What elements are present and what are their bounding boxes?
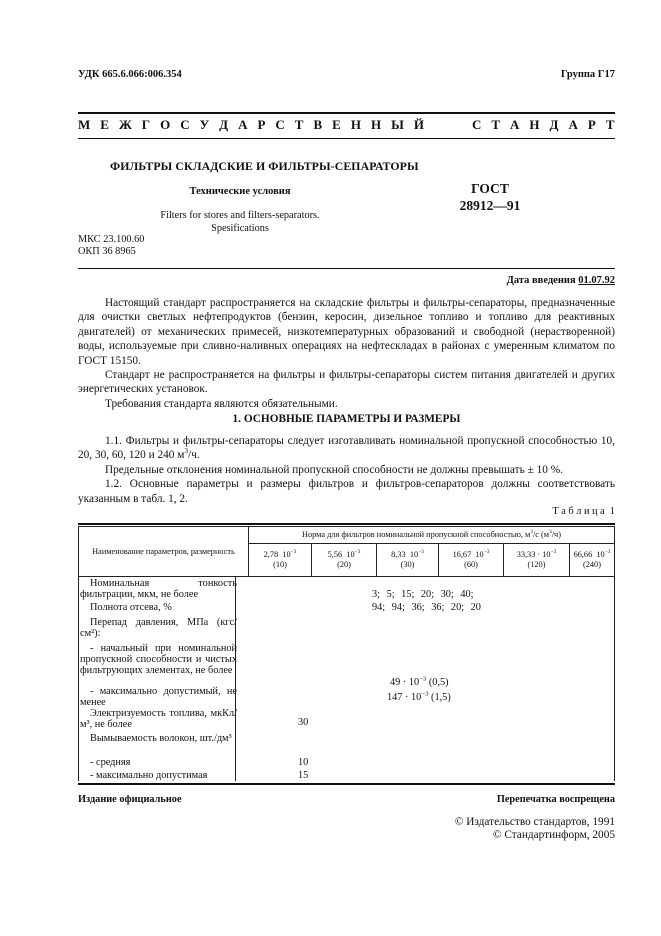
gost-number: 28912—91 <box>459 198 521 213</box>
column-header: $33,33 \cdot 10^{-3}$ (120) <box>504 544 570 577</box>
intro-date-value: 01.07.92 <box>578 275 615 286</box>
column-header: 16,67 $10^{-3}$ (60) <box>439 544 504 577</box>
section-text <box>78 434 615 506</box>
row-value: 3; 5; 15; 20; 30; 40; <box>372 589 474 600</box>
paragraph-1-2: 1.2. Основные параметры и размеры фильтров и фильтров-сепараторов должны соответствовать указанным в табл. 1, 2. <box>78 478 615 505</box>
table-left-border <box>78 577 79 781</box>
row-name: - средняя <box>90 757 131 768</box>
row-value: $49 \cdot 10^{-3}$ (0,5) <box>390 675 449 688</box>
copyright-standartinform: © Стандартинформ, 2005 <box>492 829 615 841</box>
row-name: Электризуемость топлива, мкКл/м³, не более <box>80 708 237 730</box>
row-name: Вымываемость волокон, шт./дм³ <box>90 733 232 744</box>
paragraph-exclusion: Стандарт не распространяется на фильтры и фильтры-сепараторы систем питания двигателей и других энергетических установок. <box>78 369 615 396</box>
footer-rule <box>78 783 615 785</box>
english-subtitle: Spesifications <box>211 223 269 234</box>
mks-code: МКС 23.100.60 <box>78 234 145 245</box>
paragraph-1-1-tolerance: Предельные отклонения номинальной пропускной способности не должны превышать ± 10 %. <box>105 463 563 476</box>
row-value: 10 <box>298 757 309 768</box>
top-rule <box>78 112 615 114</box>
udk-code: УДК 665.6.066:006.354 <box>78 69 182 80</box>
reprint-notice: Перепечатка воспрещена <box>496 794 615 805</box>
column-header: 66,66 $10^{-3}$ (240) <box>570 544 615 577</box>
table-header-name: Наименование параметров, размерность <box>79 527 249 577</box>
row-value: 94; 94; 36; 36; 20; 20 <box>372 602 481 613</box>
table-top-rule <box>78 523 615 525</box>
gost-label: ГОСТ <box>471 181 509 196</box>
row-value: $147 \cdot 10^{-3}$ (1,5) <box>387 690 451 703</box>
title-rule <box>78 268 615 269</box>
row-name: Перепад давления, МПа (кгс/см²): <box>80 617 237 639</box>
paragraph-1-1: 1.1. Фильтры и фильтры-сепараторы следует изготавливать номинальной пропускной способностью 10, 20, 30, 60, 120 и 240 $м^3/ч$. <box>78 435 615 462</box>
row-value: 15 <box>298 770 309 781</box>
table-right-border <box>614 577 615 781</box>
table-header-norm: Норма для фильтров номинальной пропускной способностью, $м^3/с$ $(м^3/ч)$ <box>249 527 615 544</box>
banner-rule <box>78 138 615 139</box>
okp-code: ОКП 36 8965 <box>78 246 136 257</box>
document-subtitle: Технические условия <box>189 186 291 197</box>
intro-text <box>78 296 615 411</box>
row-name: - максимально допустимый, не менее <box>80 686 237 708</box>
row-name: - максимально допустимая <box>90 770 208 781</box>
official-edition: Издание официальное <box>78 794 182 805</box>
paragraph-mandatory: Требования стандарта являются обязательными. <box>105 397 338 410</box>
column-header: 2,78 $10^{-3}$ (10) <box>249 544 312 577</box>
copyright-standards: © Издательство стандартов, 1991 <box>454 816 615 828</box>
intro-date <box>400 275 615 286</box>
group-code: Группа Г17 <box>560 69 615 80</box>
column-header: 5,56 $10^{-3}$ (20) <box>312 544 377 577</box>
row-name: Полнота отсева, % <box>90 602 172 613</box>
row-value: 30 <box>298 717 309 728</box>
intro-date-label: Дата введения <box>506 275 576 286</box>
english-title: Filters for stores and filters-separators. <box>160 210 320 221</box>
row-name: Номинальная тонкость фильтрации, мкм, не более <box>80 578 237 600</box>
column-header: 8,33 $10^{-3}$ (30) <box>377 544 439 577</box>
table-caption: Т а б л и ц а 1 <box>552 506 615 517</box>
row-name: - начальный при номинальной пропускной способности и чистых фильтрующих элементах, не более <box>80 643 237 676</box>
document-title: ФИЛЬТРЫ СКЛАДСКИЕ И ФИЛЬТРЫ-СЕПАРАТОРЫ <box>110 159 419 173</box>
paragraph-scope: Настоящий стандарт распространяется на складские фильтры и фильтры-сепараторы, предназначенные для очистки светлых нефтепродуктов (бензин, керосин, дизельное топливо и топливо для реактивных двигателей) от механических примесей, низкотемпературных образований и свободной (нерастворенной) воды, используемые при сливно-наливных операциях на нефтескладах в районах с умеренным климатом по ГОСТ 15150. <box>78 297 615 367</box>
standard-banner: М Е Ж Г О С У Д А Р С Т В Е Н Н Ы Й С Т А Н Д А Р Т <box>78 117 615 132</box>
section-heading: 1. ОСНОВНЫЕ ПАРАМЕТРЫ И РАЗМЕРЫ <box>232 413 461 425</box>
parameters-table <box>78 526 615 577</box>
